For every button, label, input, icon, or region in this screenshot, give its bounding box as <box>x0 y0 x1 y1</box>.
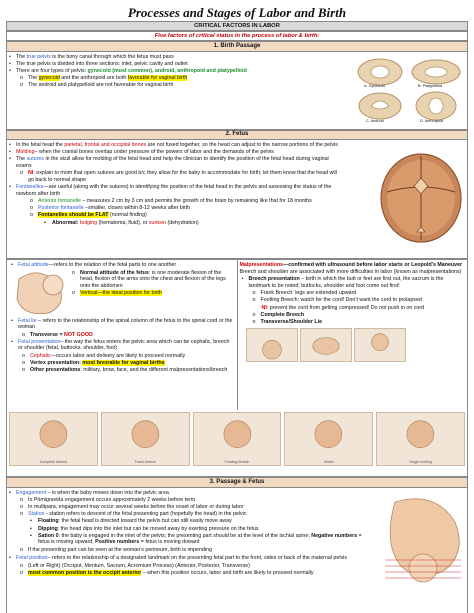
list-item: o Anterior fontanelle – measures 2 cm by 3 cm and permits the growth of the brain by remaining like that for 18 months <box>29 198 337 205</box>
list-item: o Other presentations: military, brow, face, and the different malpresentations/breech <box>21 367 235 374</box>
section-passage-fetus-heading: 3. Passage & Fetus <box>6 477 468 488</box>
pelvis-label: C. Android <box>366 118 384 123</box>
section-birth-passage <box>6 52 468 130</box>
pelvis-label: B. Platypelloid <box>418 83 443 88</box>
list-item: o If the presenting part can be seen at the woman’s perineum, birth is impending <box>19 547 362 554</box>
presentation-figure <box>193 412 282 466</box>
list-item: • Fetal position– refers to the relationship of a designated landmark on the presenting fetal part to the front, sides or back of the maternal pelvis <box>7 555 467 562</box>
presentation-figure <box>101 412 190 466</box>
list-item: o Transverse/Shoulder Lie <box>252 319 466 326</box>
list-item: o Normal attitude of the fetus: is one moderate flexion of the head, flexion of the arms onto the chest and flexion of the legs onto the abdomen <box>71 270 235 290</box>
section-fetus <box>6 140 468 259</box>
right-column <box>237 260 468 410</box>
presentation-figure <box>284 412 373 466</box>
list-item: ▪ Sation 0: the baby is engaged in the inlet of the pelvis; the presenting part should be at the level of the ischial spine; Negative numbers = fetus is moving upward; Positive numbers = fetus is moving doward <box>29 533 362 546</box>
list-item: o (Left or Right) (Occiput, Mentum, Sacrum, Acromium Process) (Anterior, Posterior, Transverse) <box>19 563 467 570</box>
list-item: • There are four types of pelvis: gynecoid (most common), android, anthropoid and platypelloid <box>7 68 337 75</box>
section-birth-passage-heading: 1. Birth Passage <box>6 41 468 52</box>
list-item: • Breech presentation – birth in which the butt or feet are first out, the sacrum is the landmark to be noted; buttocks, shoulder and foot come out first! <box>240 276 466 289</box>
list-item: • In the fetal head the parietal, frontal and occipital bones are not fused together, so the head can adjust to the narrow portions of the pelvis <box>7 142 467 149</box>
pelvis-label: D. Anthropoid <box>420 118 444 123</box>
list-item: o Cephalic—occurs labor and delivery are likely to proceed normally <box>21 353 235 360</box>
five-factors-bar: Five factors of critical status in the process of labor & birth: <box>6 31 468 41</box>
list-item: • The sutures in the skull allow for molding of the fetal head and help the clinician to identify the position of the fetal head during vaginal exams <box>7 156 337 169</box>
list-item: ▪ Floating: the fetal head is directed toward the pelvis but can still easily move away <box>29 518 362 525</box>
list-item: o Fontanelles should be FLAT (normal finding) <box>29 212 337 219</box>
list-item: ▪ Dipping: the head dips into the inlet but can be moved away by exerting pressure on the fetus <box>29 526 362 533</box>
list-item: o NI: explain to mom that open sutures are good b/c they allow for the baby to accommodate for birth; let them know that the head will go back to normal shape <box>19 170 337 183</box>
list-item: o In Primigravida engagement occurs approximately 2 weeks before term <box>19 497 362 504</box>
pelvis-types-figure <box>352 54 468 126</box>
list-item: • The true pelvis is divided into three sections: inlet, pelvic cavity and outlet <box>7 61 337 68</box>
figure-caption: Footling breech <box>224 459 250 464</box>
list-item: o Vertex presentation: most favorable for vaginal births <box>21 360 235 367</box>
malpresentation-figure <box>354 328 406 362</box>
list-item: o most common position is the occipit anterior – when this position occurs, labor and birth are likely to proceed normally <box>19 570 467 577</box>
list-item: • Molding– when the cranial bones overlap under pressure of the powers of labor and the demands of the pelvis <box>7 149 467 156</box>
list-item: o The android and platypelloid are not favorable for vaginal birth <box>19 82 337 89</box>
list-item: o The gynecoid and the anthropoid are both favorable for vaginal birth <box>19 75 337 82</box>
pelvis-label: A. Gynecoid <box>364 83 385 88</box>
left-column <box>7 260 237 410</box>
presentation-figures-strip <box>7 410 467 467</box>
list-item: NI: prevent the cord from getting compressed! Do not push in on cord <box>261 304 425 311</box>
malpresentation-figure <box>246 328 298 362</box>
list-item: o Station - station refers to descent of the fetal presenting part (hopefully the head) in the pelvic <box>19 511 362 518</box>
station-figure <box>375 492 468 590</box>
list-item: o In multipara, engagement may occur several weeks before the onset of labor or during labor <box>19 504 362 511</box>
list-item: o Vertical—the ideal position for birth <box>71 290 235 297</box>
figure-caption: Frank breech <box>134 459 156 464</box>
list-item: • Fetal attitude—refers to the relation of the fetal parts to one another <box>9 262 235 269</box>
fetal-skull-figure <box>377 152 465 244</box>
section-passage-fetus <box>6 488 468 613</box>
list-item: • Fontanelles—are useful (along with the sutures) in identifying the position of the fetal head in the pelvis and assessing the status of the newborn after birth <box>7 184 337 197</box>
page-title: Processes and Stages of Labor and Birth <box>127 5 347 20</box>
list-item: Malpresentations—confirmed with ultrasound before labor starts or Leopold’s Maneuver <box>239 262 463 269</box>
list-item: ▪ Abnormal: bulging (hematoma, fluid), or sunken (dehydration) <box>43 220 337 227</box>
list-item: o Posterior fontanelle –smaller, closes within 8-12 weeks after birth <box>29 205 337 212</box>
section-fetus-heading: 2. Fetus <box>6 130 468 141</box>
list-item: Breech and shoulder are associated with more difficulties in labor (known as malpresentations) <box>239 269 462 276</box>
presentation-figure <box>376 412 465 466</box>
list-item: o Footling Breech: watch for the cord! Don’t want the cord to prolapsed <box>252 297 466 304</box>
fetal-attitude-section <box>6 259 468 477</box>
figure-caption: Single footling <box>409 459 432 464</box>
list-item: • Fetal presentation– the way the fetus enters the pelvic area which can be cephalic, breech or shoulder (fetal, buttocks, shoulder, foot) <box>9 339 235 352</box>
list-item: • The true pelvis is the bony canal through which the fetus must pass <box>7 54 337 61</box>
list-item: o Complete Breech <box>252 312 466 319</box>
figure-caption: Complete breech <box>39 459 68 464</box>
critical-factors-bar: CRITICAL FACTORS IN LABOR <box>6 21 468 31</box>
fetal-attitude-figure <box>9 269 71 317</box>
list-item: o Transverse = NOT GOOD <box>21 332 235 339</box>
presentation-figure <box>9 412 98 466</box>
figure-caption: Vertex <box>323 459 334 464</box>
malpresentation-figure <box>300 328 352 362</box>
list-item: o Frank Breech: legs are extended upward <box>252 290 466 297</box>
list-item: • Fetal lie – refers to the relationship of the spinal column of the fetus to the spinal cord or the woman <box>9 318 235 331</box>
list-item: • Engagement – is when the baby moves down into the pelvic area. <box>7 490 362 497</box>
